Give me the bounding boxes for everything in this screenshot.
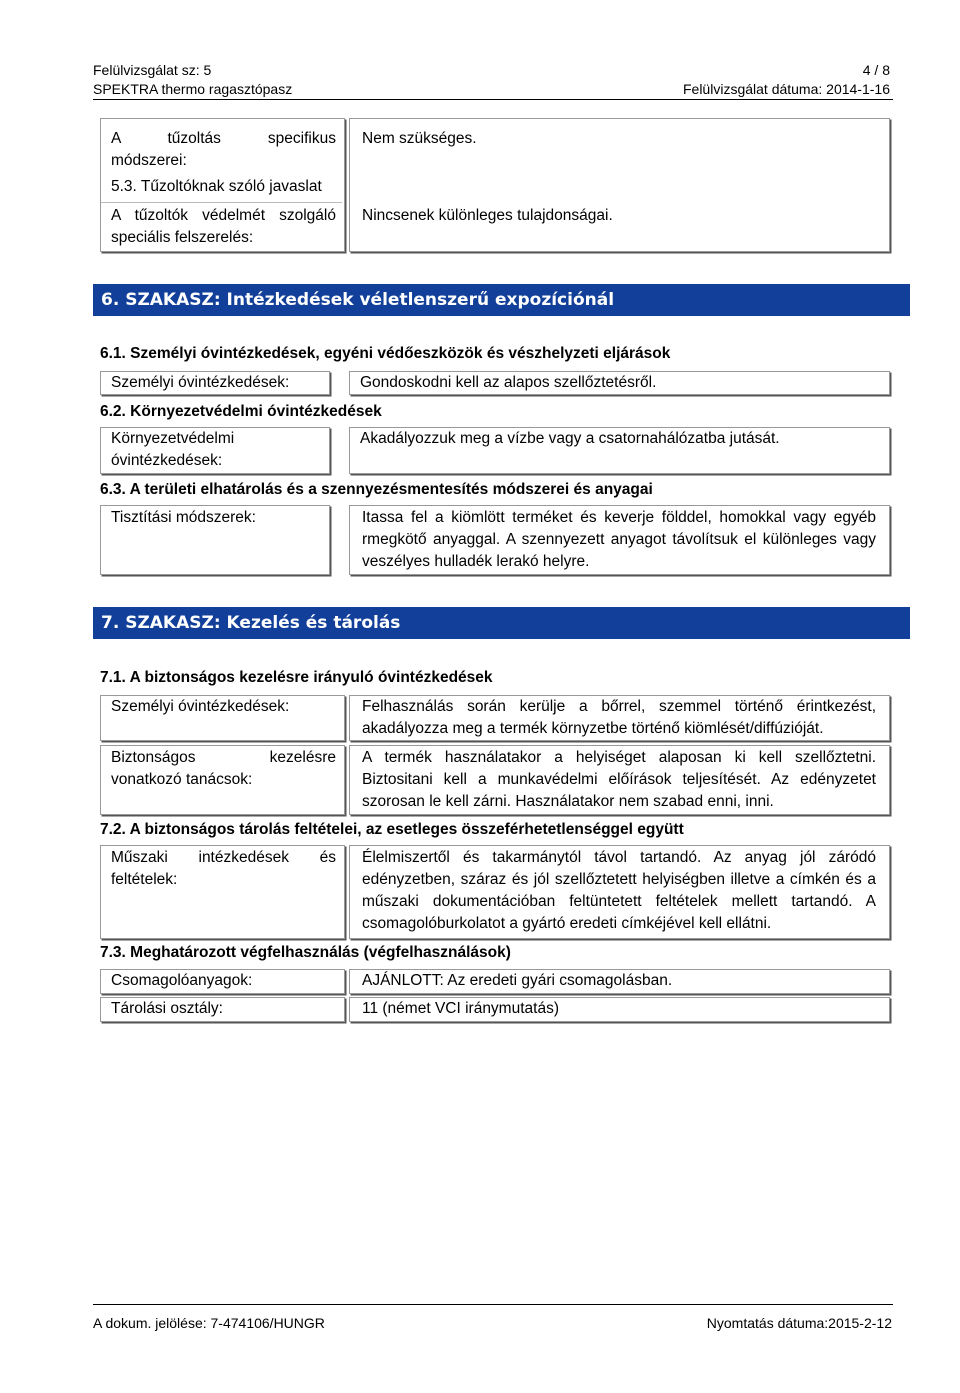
env-precautions-value: Akadályozzuk meg a vízbe vagy a csatornahálózatba jutását. [360,430,780,447]
subheading-7-3: 7.3. Meghatározott végfelhasználás (végfelhasználások) [100,944,511,961]
section5-row-divider [101,202,342,203]
footer-print-date: Nyomtatás dátuma:2015-2-12 [706,1315,892,1331]
safe-handling-advice-value: A termék használatakor a helyiséget alaposan ki kell szellőztetni. Biztositani kell a munkavédelmi előírások teljesítését. Az edényzetet szorosan le kell zárni. Használatakor nem szabad enni, inni. [362,749,876,810]
fire-method-label-1: A tűzoltás specifikus [111,130,336,147]
cleaning-methods-label: Tisztítási módszerek: [111,509,256,526]
header-divider [93,99,893,100]
header-page: 4 / 8 [862,62,890,78]
packaging-value: AJÁNLOTT: Az eredeti gyári csomagolásban. [362,972,673,989]
personal-precautions-label: Személyi óvintézkedések: [111,374,290,391]
footer-divider [93,1304,893,1305]
firefighter-equipment-label-1: A tűzoltók védelmét szolgáló [111,207,336,224]
footer-doc-id: A dokum. jelölése: 7-474106/HUNGR [93,1315,325,1331]
env-precautions-label-2: óvintézkedések: [111,452,223,469]
header-product: SPEKTRA thermo ragasztópasz [93,81,293,97]
box-7-1b-value [349,745,890,815]
subheading-6-3: 6.3. A területi elhatárolás és a szennyezésmentesítés módszerei és anyagai [100,481,653,498]
storage-class-label: Tárolási osztály: [111,1000,223,1017]
cleaning-methods-value: Itassa fel a kiömlött terméket és keverje földdel, homokkal vagy egyéb rmegkötő anyaggal. A szennyezett anyagot távolítsuk el különleges vagy veszélyes hulladék lerakó helyre. [362,509,876,570]
subheading-5-3: 5.3. Tűzoltóknak szóló javaslat [111,178,322,195]
technical-measures-label-1: Műszaki intézkedések és [111,849,336,866]
subheading-6-1: 6.1. Személyi óvintézkedések, egyéni védőeszközök és vészhelyzeti eljárások [100,345,671,362]
header-revision: Felülvizsgálat sz: 5 [93,62,212,78]
header-revision-date: Felülvizsgálat dátuma: 2014-1-16 [682,81,890,97]
safe-handling-advice-label-2: vonatkozó tanácsok: [111,771,253,788]
fire-method-value: Nem szükséges. [362,130,477,147]
personal-precautions-value: Gondoskodni kell az alapos szellőztetésről. [360,374,657,391]
firefighter-equipment-label-2: speciális felszerelés: [111,229,254,246]
box-7-1-label [100,695,345,741]
subheading-7-1: 7.1. A biztonságos kezelésre irányuló óvintézkedések [100,669,493,686]
fire-method-label-2: módszerei: [111,152,187,169]
box-7-1-value [349,695,890,741]
subheading-7-2: 7.2. A biztonságos tárolás feltételei, az esetleges összeférhetetlenséggel együtt [100,821,684,838]
box-7-1b-label [100,745,345,815]
storage-class-value: 11 (német VCI iránymutatás) [362,1000,559,1017]
subheading-6-2: 6.2. Környezetvédelmi óvintézkedések [100,403,382,420]
box-7-2-value [349,845,890,939]
technical-measures-value: Élelmiszertől és takarmánytól távol tartandó. Az anyag jól záródó edényzetben, száraz és jól szellőztetett helyiségben illetve a címkén és a műszaki dokumentációban feltüntetett feltételek mellett tartandó. A csomagolóburkolatot a gyártó eredeti címkéjével kell ellátni. [362,849,876,932]
section7-title-band: 7. SZAKASZ: Kezelés és tárolás [93,607,910,639]
technical-measures-label-2: feltételek: [111,871,178,888]
box-7-2-label [100,845,345,939]
packaging-label: Csomagolóanyagok: [111,972,253,989]
section6-title-band: 6. SZAKASZ: Intézkedések véletlenszerű expozíciónál [93,284,910,316]
personal-handling-value: Felhasználás során kerülje a bőrrel, szemmel történő érintkezést, akadályozza meg a termék környzetbe történő kiömlését/diffúzióját. [362,698,876,737]
firefighter-equipment-value: Nincsenek különleges tulajdonságai. [362,207,613,224]
safe-handling-advice-label-1: Biztonságos kezelésre [111,749,336,766]
env-precautions-label-1: Környezetvédelmi [111,430,235,447]
personal-handling-label: Személyi óvintézkedések: [111,698,290,715]
